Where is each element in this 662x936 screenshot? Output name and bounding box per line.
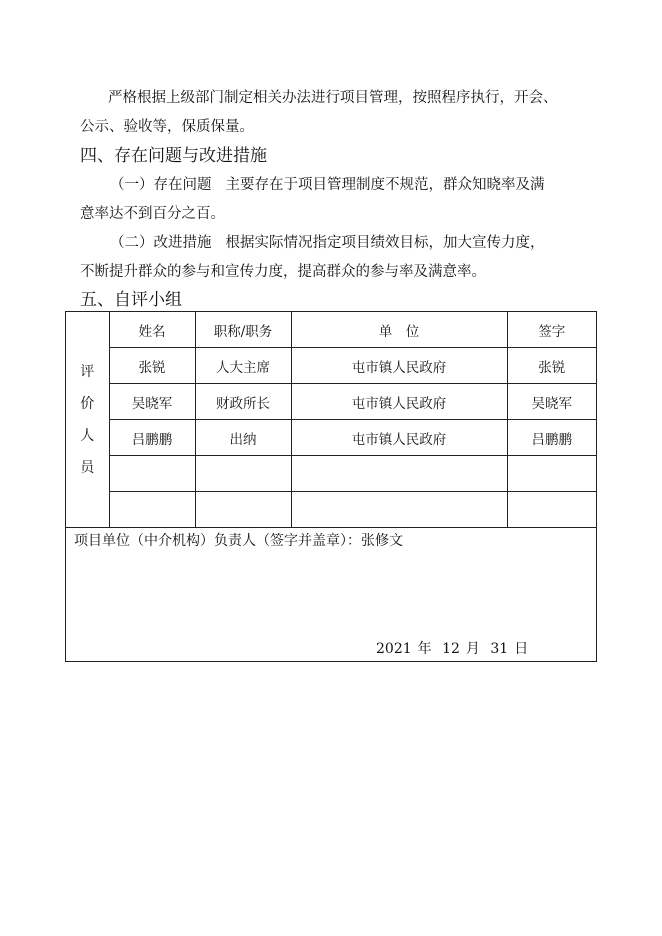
date-month: 12 [442,641,460,657]
paragraph-3-line-1 [110,233,545,253]
paragraph-2-line-2: 意率达不到百分之百。 [80,206,225,222]
cell-title: 人大主席 [195,348,291,384]
cell-name: 张锐 [109,348,195,384]
responsible-person-line: 项目单位（中介机构）负责人（签字并盖章）：张修文 [74,533,403,549]
cell-signature: 吴晓军 [507,384,596,420]
date-line [376,638,534,658]
cell-unit [291,456,507,492]
cell-signature: 吕鹏鹏 [507,420,596,456]
header-name: 姓名 [109,312,195,348]
side-char: 评 [80,363,95,380]
cell-title [195,456,291,492]
header-signature: 签字 [507,312,596,348]
table-header-row [66,312,596,348]
cell-unit: 屯市镇人民政府 [291,348,507,384]
paragraph-1-line-1: 严格根据上级部门制定相关办法进行项目管理，按照程序执行，开会、 [108,90,558,106]
date-year-unit: 年 [417,641,432,657]
issue-label: （一）存在问题 [110,177,212,193]
cell-unit: 屯市镇人民政府 [291,384,507,420]
table-row [66,456,596,492]
cell-name: 吴晓军 [109,384,195,420]
paragraph-2-line-1 [110,175,545,195]
cell-name [109,456,195,492]
evaluation-team-table [65,311,597,662]
section-heading-4: 四、存在问题与改进措施 [80,146,267,166]
date-day: 31 [490,641,509,657]
responsible-person-section [66,522,596,661]
cell-unit: 屯市镇人民政府 [291,420,507,456]
date-month-unit: 月 [465,641,480,657]
date-year: 2021 [376,641,412,657]
table-row [66,420,596,456]
cell-signature: 张锐 [507,348,596,384]
section-heading-5: 五、自评小组 [80,290,182,310]
side-char: 价 [80,395,95,412]
header-title: 职称/职务 [195,312,291,348]
measure-label: （二）改进措施 [110,235,212,251]
table-row [66,384,596,420]
cell-title: 出纳 [195,420,291,456]
cell-signature [507,456,596,492]
issue-text: 主要存在于项目管理制度不规范，群众知晓率及满 [225,177,545,193]
cell-name: 吕鹏鹏 [109,420,195,456]
evaluators-side-label [66,312,109,528]
table-row [66,348,596,384]
header-unit: 单 位 [291,312,507,348]
paragraph-3-line-2: 不断提升群众的参与和宣传力度，提高群众的参与率及满意率。 [80,264,486,280]
side-char: 人 [80,427,95,444]
date-day-unit: 日 [514,641,529,657]
cell-title: 财政所长 [195,384,291,420]
side-char: 员 [80,459,95,476]
measure-text: 根据实际情况指定项目绩效目标，加大宣传力度， [225,235,545,251]
paragraph-1-line-2: 公示、验收等，保质保量。 [80,119,254,135]
